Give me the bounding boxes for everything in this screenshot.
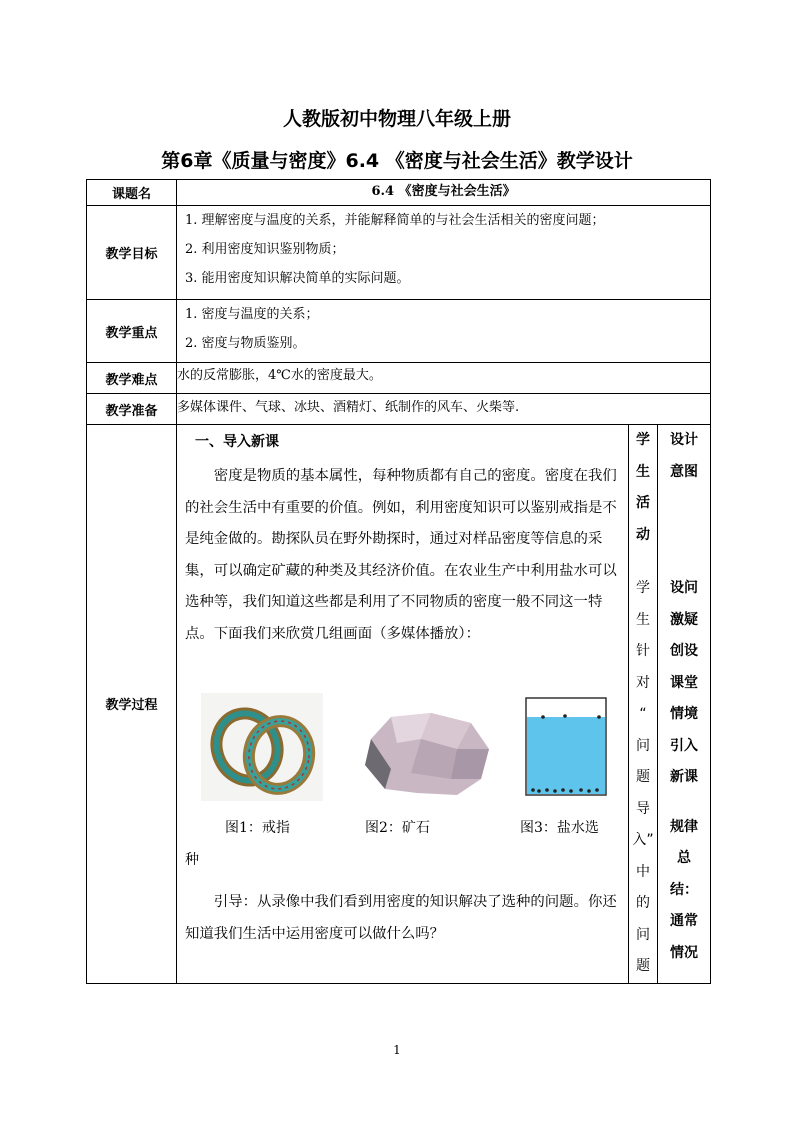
lesson-plan-table <box>86 179 711 984</box>
student-activity-text: 学 生 针 对 “ 问 题 导 入” 中 的 问 题 <box>632 580 654 974</box>
design-intent-column <box>658 425 711 984</box>
figure-2-caption: 图2：矿石 <box>365 820 430 836</box>
difficulty-value: 水的反常膨胀，4℃水的密度最大。 <box>177 363 711 394</box>
section-heading: 一、导入新课 <box>195 434 279 450</box>
figure-3-caption: 图3：盐水选 <box>520 820 599 836</box>
intro-paragraph: 密度是物质的基本属性，每种物质都有自己的密度。密度在我们的社会生活中有重要的价值。例如，利用密度知识可以鉴别戒指是不是纯金做的。勘探队员在野外勘探时，通过对样品密度等信息的采集，可以确定矿藏的种类及其经济价值。在农业生产中利用盐水可以选种等，我们知道这些都是利用了不同物质的密度一般不同这一特点。下面我们来欣赏几组画面（多媒体播放）： <box>185 468 617 642</box>
key-point-item: 1. 密度与温度的关系； <box>185 307 319 322</box>
student-activity-column <box>629 425 658 984</box>
goals-cell <box>177 206 711 300</box>
document-title: 人教版初中物理八年级上册 <box>282 108 511 130</box>
prep-value: 多媒体课件、气球、冰块、酒精灯、纸制作的风车、火柴等. <box>177 394 711 425</box>
figure-1-caption: 图1：戒指 <box>225 820 290 836</box>
course-label: 课题名 <box>87 180 177 206</box>
guide-paragraph: 引导：从录像中我们看到用密度的知识解决了选种的问题。你还知道我们生活中运用密度可以做什么吗？ <box>185 894 617 942</box>
prep-label: 教学准备 <box>87 394 177 425</box>
mineral-image <box>361 709 493 799</box>
goals-label: 教学目标 <box>87 206 177 300</box>
key-points-cell <box>177 300 711 363</box>
figure-3-caption-cont: 种 <box>185 852 199 868</box>
design-intent-text: 设问 激疑 创设 课堂 情境 引入 新课 <box>670 580 699 785</box>
key-point-item: 2. 密度与物质鉴别。 <box>185 336 306 351</box>
goal-item: 1. 理解密度与温度的关系，并能解释简单的与社会生活相关的密度问题； <box>185 213 605 228</box>
goal-item: 2. 利用密度知识鉴别物质； <box>185 242 345 257</box>
student-activity-header: 学 生 活 动 <box>636 432 650 543</box>
process-content <box>177 425 629 984</box>
salt-water-image <box>525 697 607 797</box>
difficulty-label: 教学难点 <box>87 363 177 394</box>
process-label: 教学过程 <box>87 425 177 984</box>
figure-row <box>177 693 629 803</box>
document-subtitle: 第6章《质量与密度》6.4 《密度与社会生活》教学设计 <box>161 150 633 172</box>
goal-item: 3. 能用密度知识解决简单的实际问题。 <box>185 271 410 286</box>
design-intent-header: 设计 意图 <box>670 432 699 480</box>
ring-image <box>201 693 323 801</box>
course-value: 6.4 《密度与社会生活》 <box>177 180 711 206</box>
key-points-label: 教学重点 <box>87 300 177 363</box>
page-number: 1 <box>393 1043 401 1057</box>
design-summary-text: 规律 总 结： 通常 情况 <box>670 818 699 961</box>
